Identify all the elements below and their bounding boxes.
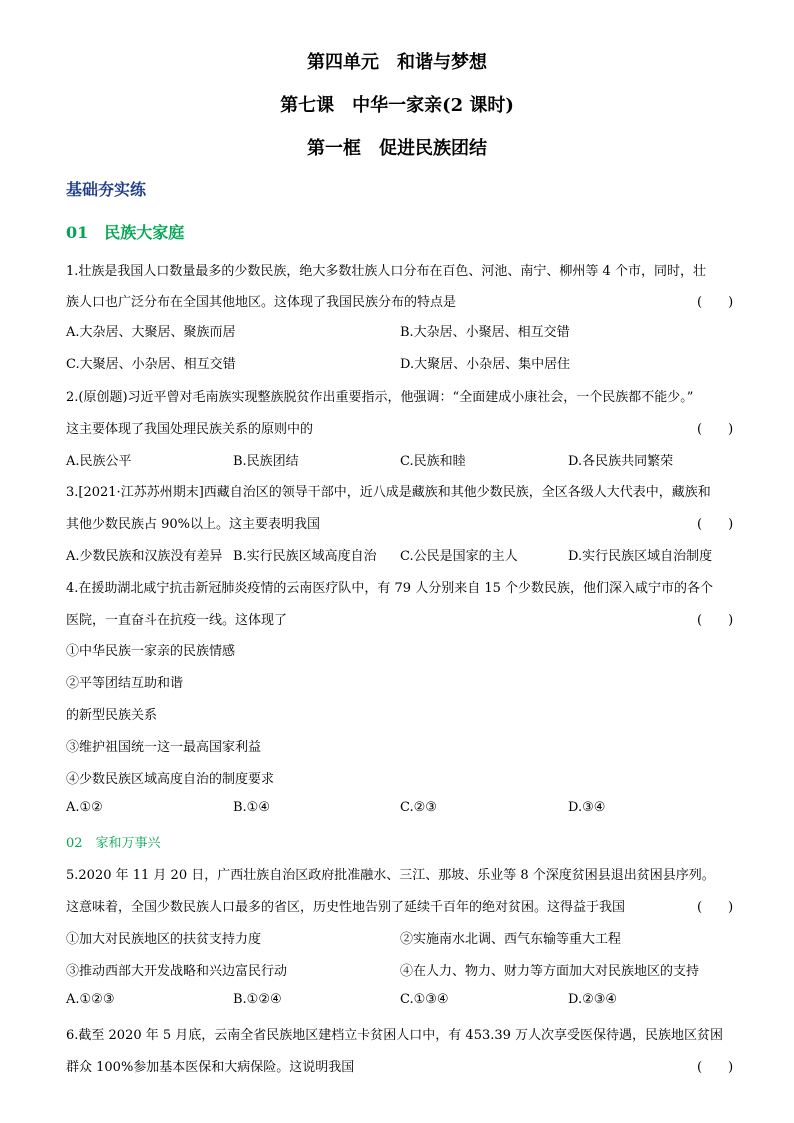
question-4-statement-3: ③维护祖国统一这一最高国家利益 — [66, 740, 262, 755]
question-6-line-2: 群众 100%参加基本医保和大病保险。这说明我国 — [66, 1060, 355, 1075]
question-4-statement-1: ①中华民族一家亲的民族情感 — [66, 644, 236, 659]
unit-title: 第四单元 和谐与梦想 — [307, 52, 487, 73]
question-5-line-2: 这意味着，全国少数民族人口最多的省区，历史性地告别了延续千百年的绝对贫困。这得益于我国 — [66, 900, 626, 915]
question-2-option-c: C.民族和睦 — [400, 454, 466, 469]
answer-bracket: ( ) — [697, 900, 734, 915]
question-1-option-d: D.大聚居、小杂居、集中居住 — [400, 357, 571, 372]
question-3-option-c: C.公民是国家的主人 — [400, 549, 518, 564]
question-5-statement-4: ④在人力、物力、财力等方面加大对民族地区的支持 — [400, 964, 700, 979]
question-1-option-c: C.大聚居、小杂居、相互交错 — [66, 357, 236, 372]
question-3-option-d: D.实行民族区域自治制度 — [568, 549, 713, 564]
answer-bracket: ( ) — [697, 422, 734, 437]
question-5-option-d: D.②③④ — [568, 992, 618, 1007]
question-1-option-a: A.大杂居、大聚居、聚族而居 — [66, 325, 236, 340]
answer-bracket: ( ) — [697, 517, 734, 532]
question-2-line-1: 2.(原创题)习近平曾对毛南族实现整族脱贫作出重要指示，他强调：“全面建成小康社会，一个民族都不能少。” — [66, 390, 694, 405]
question-5-statement-3: ③推动西部大开发战略和兴边富民行动 — [66, 964, 288, 979]
question-3-option-a: A.少数民族和汉族没有差异 — [66, 549, 223, 564]
question-5-option-c: C.①③④ — [400, 992, 449, 1007]
question-5-option-a: A.①②③ — [66, 992, 115, 1007]
question-4-option-c: C.②③ — [400, 800, 437, 815]
question-4-line-2: 医院，一直奋斗在抗疫一线。这体现了 — [66, 613, 288, 628]
question-2-option-b: B.民族团结 — [233, 454, 299, 469]
question-2-option-d: D.各民族共同繁荣 — [568, 454, 674, 469]
section-1-heading: 01 民族大家庭 — [66, 223, 185, 242]
question-6-line-1: 6.截至 2020 年 5 月底，云南全省民族地区建档立卡贫困人口中，有 453.39 万人次享受医保待遇，民族地区贫困 — [66, 1028, 724, 1043]
question-4-statement-2: ②平等团结互助和谐 — [66, 676, 184, 691]
question-4-statement-2-cont: 的新型民族关系 — [66, 708, 158, 723]
question-5-line-1: 5.2020 年 11 月 20 日，广西壮族自治区政府批准融水、三江、那坡、乐业等 8 个深度贫困县退出贫困县序列。 — [66, 868, 715, 883]
question-2-option-a: A.民族公平 — [66, 454, 132, 469]
question-3-line-2: 其他少数民族占 90%以上。这主要表明我国 — [66, 517, 321, 532]
question-4-option-d: D.③④ — [568, 800, 606, 815]
question-1-line-1: 1.壮族是我国人口数量最多的少数民族，绝大多数壮族人口分布在百色、河池、南宁、柳州等 4 个市，同时，壮 — [66, 264, 706, 279]
question-1-option-b: B.大杂居、小聚居、相互交错 — [400, 325, 570, 340]
answer-bracket: ( ) — [697, 295, 734, 310]
lesson-title: 第七课 中华一家亲(2 课时) — [280, 95, 514, 116]
question-1-line-2: 族人口也广泛分布在全国其他地区。这体现了我国民族分布的特点是 — [66, 295, 457, 310]
question-5-statement-2: ②实施南水北调、西气东输等重大工程 — [400, 932, 622, 947]
question-4-statement-4: ④少数民族区域高度自治的制度要求 — [66, 772, 275, 787]
question-5-option-b: B.①②④ — [233, 992, 282, 1007]
section-2-heading: 02 家和万事兴 — [66, 836, 161, 851]
question-2-line-2: 这主要体现了我国处理民族关系的原则中的 — [66, 422, 314, 437]
question-4-option-b: B.①④ — [233, 800, 270, 815]
frame-title: 第一框 促进民族团结 — [307, 138, 487, 159]
question-3-option-b: B.实行民族区域高度自治 — [233, 549, 377, 564]
answer-bracket: ( ) — [697, 613, 734, 628]
question-3-line-1: 3.[2021·江苏苏州期末]西藏自治区的领导干部中，近八成是藏族和其他少数民族，全区各级人大代表中，藏族和 — [66, 485, 711, 500]
question-4-line-1: 4.在援助湖北咸宁抗击新冠肺炎疫情的云南医疗队中，有 79 人分别来自 15 个少数民族，他们深入咸宁市的各个 — [66, 581, 714, 596]
question-4-option-a: A.①② — [66, 800, 103, 815]
section-main-heading: 基础夯实练 — [66, 180, 147, 199]
answer-bracket: ( ) — [697, 1060, 734, 1075]
question-5-statement-1: ①加大对民族地区的扶贫支持力度 — [66, 932, 262, 947]
